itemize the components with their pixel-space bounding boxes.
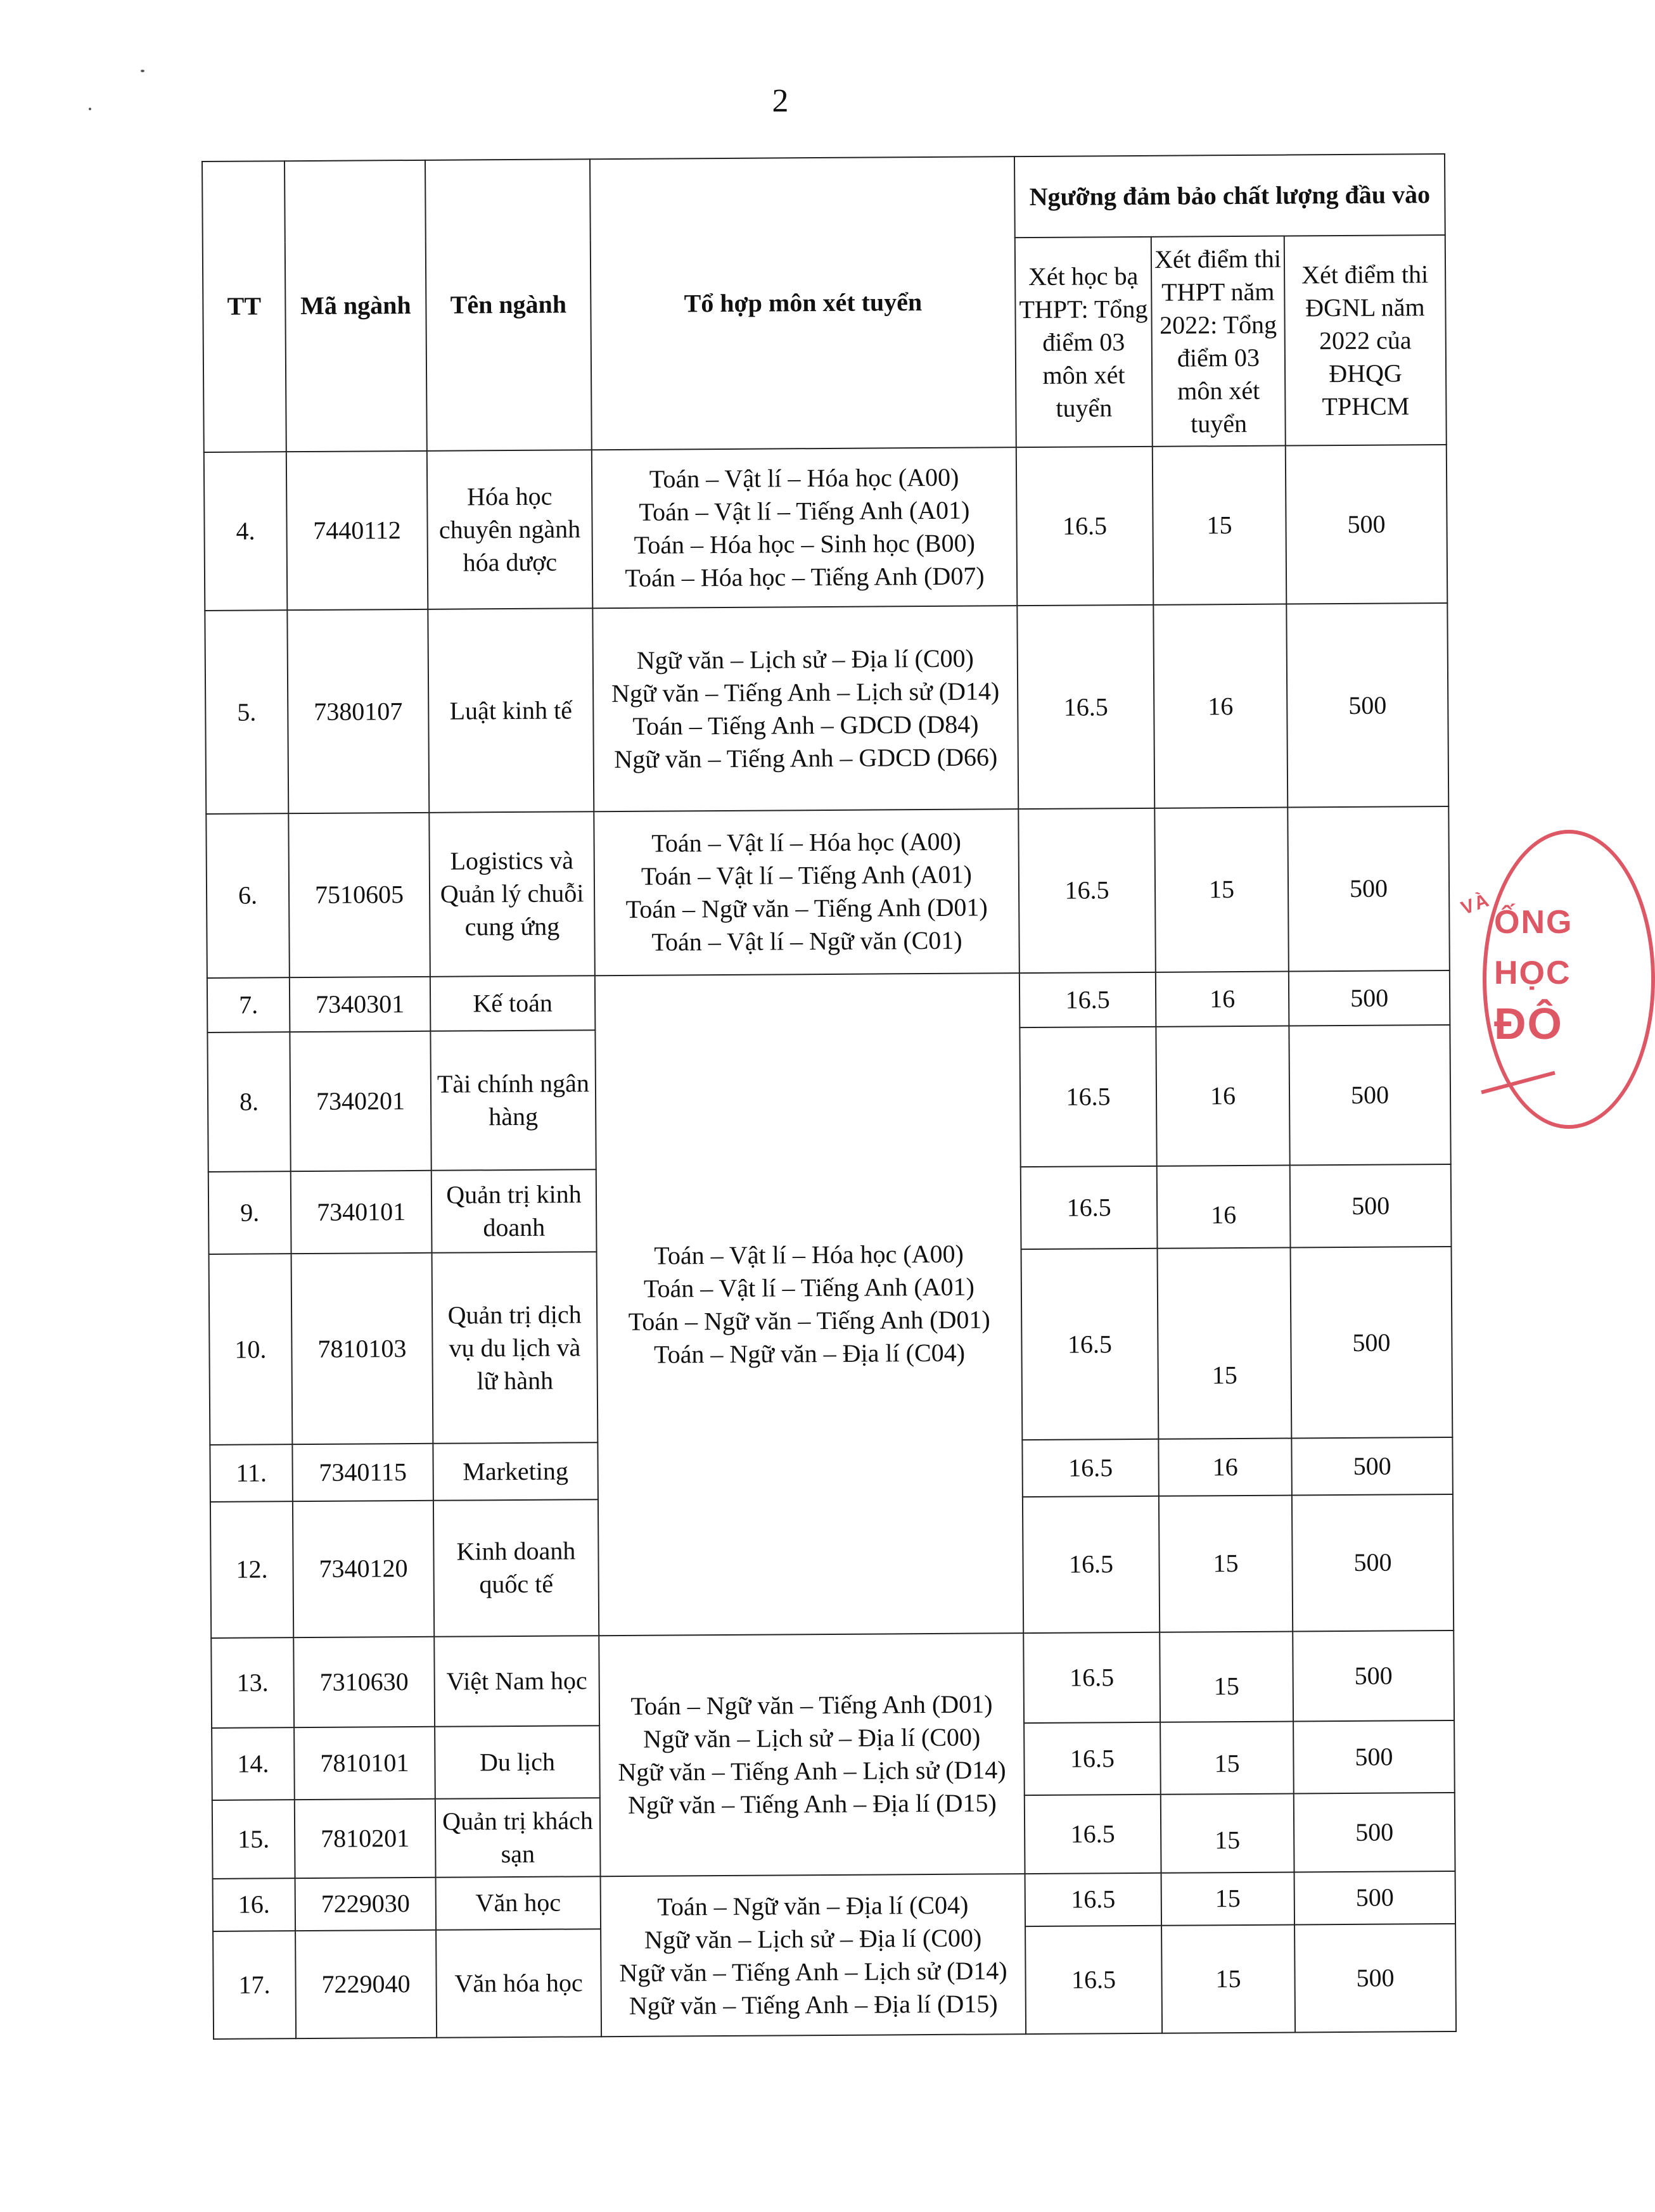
cell-tt: 8. bbox=[207, 1032, 290, 1172]
cell-tt: 16. bbox=[213, 1879, 295, 1931]
cell-dgnl: 500 bbox=[1289, 1025, 1450, 1166]
combo-line: Ngữ văn – Lịch sử – Địa lí (C00) bbox=[644, 1923, 982, 1954]
cell-thpt: 15 bbox=[1161, 1794, 1294, 1874]
cell-dgnl: 500 bbox=[1293, 1630, 1454, 1722]
cell-hoc-ba: 16.5 bbox=[1016, 447, 1154, 606]
col-header-ten-nganh: Tên ngành bbox=[425, 159, 592, 450]
cell-dgnl: 500 bbox=[1286, 603, 1448, 807]
combo-line: Ngữ văn – Lịch sử – Địa lí (C00) bbox=[636, 644, 974, 675]
cell-hoc-ba: 16.5 bbox=[1022, 1439, 1159, 1497]
cell-thpt: 15 bbox=[1153, 445, 1287, 605]
cell-tt: 13. bbox=[211, 1637, 294, 1728]
cell-thpt: 16 bbox=[1153, 604, 1288, 808]
cell-hoc-ba: 16.5 bbox=[1017, 605, 1154, 809]
cell-dgnl: 500 bbox=[1289, 970, 1450, 1026]
cell-name: Kế toán bbox=[430, 976, 596, 1031]
cell-hoc-ba: 16.5 bbox=[1024, 1722, 1161, 1796]
combo-line: Ngữ văn – Tiếng Anh – Lịch sử (D14) bbox=[619, 1955, 1007, 1987]
cell-tt: 14. bbox=[212, 1727, 295, 1800]
cell-code: 7340120 bbox=[293, 1501, 434, 1637]
cell-code: 7340101 bbox=[291, 1171, 432, 1254]
combo-line: Toán – Vật lí – Ngữ văn (C01) bbox=[651, 925, 962, 957]
cell-code: 7340201 bbox=[290, 1031, 431, 1172]
cell-combos bbox=[601, 1874, 1026, 2037]
cell-name: Quản trị khách sạn bbox=[435, 1798, 601, 1878]
combo-line: Toán – Ngữ văn – Tiếng Anh (D01) bbox=[628, 1305, 990, 1336]
combo-line: Toán – Vật lí – Hóa học (A00) bbox=[654, 1239, 964, 1270]
combo-line: Toán – Ngữ văn – Tiếng Anh (D01) bbox=[625, 893, 988, 924]
cell-code: 7380107 bbox=[287, 609, 429, 813]
table-row bbox=[205, 603, 1448, 814]
cell-hoc-ba: 16.5 bbox=[1018, 808, 1156, 973]
combo-line: Toán – Vật lí – Hóa học (A00) bbox=[649, 462, 959, 493]
combo-line: Toán – Ngữ văn – Địa lí (C04) bbox=[657, 1890, 969, 1921]
cell-dgnl: 500 bbox=[1292, 1494, 1454, 1631]
combo-line: Toán – Vật lí – Tiếng Anh (A01) bbox=[643, 1272, 975, 1303]
cell-thpt: 15 bbox=[1160, 1631, 1293, 1722]
cell-name: Tài chính ngân hàng bbox=[430, 1030, 596, 1171]
cell-combos bbox=[599, 1633, 1025, 1877]
col-header-to-hop: Tổ hợp môn xét tuyển bbox=[590, 156, 1016, 450]
cell-name: Luật kinh tế bbox=[428, 609, 594, 813]
cell-dgnl: 500 bbox=[1288, 806, 1450, 971]
cell-combos bbox=[592, 606, 1018, 812]
cell-dgnl: 500 bbox=[1286, 445, 1448, 604]
cell-thpt: 15 bbox=[1159, 1496, 1293, 1632]
combo-line: Ngữ văn – Tiếng Anh – Lịch sử (D14) bbox=[611, 677, 1000, 708]
cell-thpt: 16 bbox=[1157, 1166, 1291, 1249]
combo-line: Ngữ văn – Lịch sử – Địa lí (C00) bbox=[643, 1722, 981, 1753]
cell-tt: 17. bbox=[213, 1931, 296, 2039]
combo-line: Toán – Vật lí – Tiếng Anh (A01) bbox=[641, 860, 973, 891]
cell-code: 7510605 bbox=[288, 813, 430, 977]
combo-line: Toán – Ngữ văn – Tiếng Anh (D01) bbox=[630, 1689, 993, 1720]
cell-code: 7810201 bbox=[295, 1799, 436, 1879]
cell-dgnl: 500 bbox=[1294, 1793, 1455, 1872]
cell-name: Kinh doanh quốc tế bbox=[433, 1499, 599, 1636]
cell-tt: 7. bbox=[207, 977, 290, 1033]
table-row bbox=[211, 1630, 1454, 1728]
col-header-tt: TT bbox=[202, 161, 286, 452]
cell-name: Quản trị dịch vụ du lịch và lữ hành bbox=[432, 1252, 598, 1444]
seal-stroke bbox=[1481, 1071, 1555, 1095]
cell-code: 7310630 bbox=[293, 1636, 435, 1727]
cell-tt: 10. bbox=[209, 1254, 293, 1445]
cell-name: Logistics và Quản lý chuỗi cung ứng bbox=[429, 811, 595, 976]
seal-text: HỌC bbox=[1494, 955, 1571, 991]
cell-code: 7340301 bbox=[290, 976, 431, 1032]
cell-thpt: 16 bbox=[1158, 1439, 1292, 1496]
cell-thpt: 15 bbox=[1154, 808, 1289, 972]
cell-code: 7340115 bbox=[292, 1444, 433, 1502]
cell-hoc-ba: 16.5 bbox=[1023, 1632, 1160, 1723]
cell-dgnl: 500 bbox=[1290, 1164, 1452, 1248]
cell-name: Hóa học chuyên ngành hóa dược bbox=[427, 450, 593, 609]
col-header-thpt: Xét điểm thi THPT năm 2022: Tổng điểm 03 môn xét tuyển bbox=[1151, 236, 1286, 447]
cell-dgnl: 500 bbox=[1291, 1437, 1453, 1496]
cell-tt: 12. bbox=[210, 1501, 293, 1637]
cell-dgnl: 500 bbox=[1294, 1923, 1456, 2032]
table-row bbox=[207, 970, 1450, 1033]
combo-line: Toán – Hóa học – Tiếng Anh (D07) bbox=[625, 561, 985, 593]
cell-code: 7810103 bbox=[291, 1253, 433, 1444]
cell-tt: 11. bbox=[210, 1444, 293, 1502]
seal-text: ỐNG bbox=[1494, 904, 1573, 941]
cell-name: Quản trị kinh doanh bbox=[431, 1169, 597, 1253]
cell-hoc-ba: 16.5 bbox=[1025, 1795, 1161, 1874]
cell-hoc-ba: 16.5 bbox=[1019, 1027, 1156, 1167]
col-header-hoc-ba: Xét học bạ THPT: Tổng điểm 03 môn xét tuyển bbox=[1015, 237, 1153, 447]
cell-tt: 15. bbox=[212, 1800, 295, 1879]
cell-combos bbox=[592, 447, 1018, 609]
cell-thpt: 16 bbox=[1156, 1026, 1289, 1166]
cell-code: 7440112 bbox=[286, 451, 428, 611]
combo-line: Toán – Ngữ văn – Địa lí (C04) bbox=[653, 1338, 966, 1369]
cell-thpt: 15 bbox=[1160, 1721, 1294, 1794]
combo-line: Ngữ văn – Tiếng Anh – Lịch sử (D14) bbox=[618, 1755, 1006, 1787]
table-row bbox=[213, 1871, 1455, 1931]
cell-name: Việt Nam học bbox=[434, 1636, 599, 1727]
cell-dgnl: 500 bbox=[1294, 1871, 1455, 1924]
combo-line: Toán – Vật lí – Hóa học (A00) bbox=[651, 827, 962, 858]
cell-tt: 9. bbox=[208, 1171, 291, 1254]
cell-name: Marketing bbox=[433, 1442, 598, 1501]
cell-code: 7810101 bbox=[294, 1727, 435, 1800]
col-header-ma-nganh: Mã ngành bbox=[284, 160, 427, 452]
cell-hoc-ba: 16.5 bbox=[1023, 1496, 1160, 1633]
cell-tt: 4. bbox=[204, 452, 288, 611]
cell-thpt: 15 bbox=[1161, 1924, 1295, 2033]
table-row bbox=[204, 445, 1447, 611]
cell-hoc-ba: 16.5 bbox=[1021, 1166, 1158, 1250]
cell-tt: 5. bbox=[205, 611, 288, 814]
combo-line: Toán – Tiếng Anh – GDCD (D84) bbox=[632, 709, 979, 741]
combo-line: Ngữ văn – Tiếng Anh – GDCD (D66) bbox=[614, 742, 998, 773]
cell-thpt: 15 bbox=[1161, 1872, 1294, 1925]
red-seal-stamp bbox=[1458, 830, 1655, 1129]
col-header-dgnl: Xét điểm thi ĐGNL năm 2022 của ĐHQG TPHCM bbox=[1284, 235, 1447, 445]
cell-thpt: 16 bbox=[1156, 971, 1289, 1026]
cell-tt: 6. bbox=[206, 813, 290, 977]
admission-threshold-table bbox=[201, 153, 1457, 2040]
cell-code: 7229040 bbox=[295, 1929, 437, 2038]
cell-name: Văn hóa học bbox=[436, 1929, 601, 2038]
seal-text: VÀ bbox=[1458, 889, 1493, 919]
cell-combos bbox=[594, 809, 1019, 976]
cell-combos bbox=[595, 973, 1023, 1636]
cell-hoc-ba: 16.5 bbox=[1025, 1873, 1161, 1926]
cell-hoc-ba: 16.5 bbox=[1021, 1249, 1159, 1440]
combo-line: Toán – Hóa học – Sinh học (B00) bbox=[634, 528, 975, 559]
cell-thpt: 15 bbox=[1158, 1248, 1292, 1439]
cell-name: Văn học bbox=[436, 1877, 601, 1930]
col-header-nguong: Ngưỡng đảm bảo chất lượng đầu vào bbox=[1014, 154, 1445, 238]
cell-dgnl: 500 bbox=[1291, 1247, 1453, 1438]
cell-hoc-ba: 16.5 bbox=[1019, 972, 1156, 1027]
seal-text: ĐÔ bbox=[1494, 999, 1563, 1048]
page-number: 2 bbox=[772, 83, 789, 119]
combo-line: Toán – Vật lí – Tiếng Anh (A01) bbox=[639, 495, 970, 526]
cell-code: 7229030 bbox=[295, 1878, 436, 1931]
combo-line: Ngữ văn – Tiếng Anh – Địa lí (D15) bbox=[627, 1788, 997, 1819]
combo-line: Ngữ văn – Tiếng Anh – Địa lí (D15) bbox=[629, 1989, 998, 2020]
cell-dgnl: 500 bbox=[1293, 1720, 1455, 1794]
scan-speck bbox=[141, 70, 144, 72]
header-row bbox=[202, 154, 1445, 243]
cell-hoc-ba: 16.5 bbox=[1025, 1925, 1162, 2034]
table-row bbox=[206, 806, 1450, 977]
cell-name: Du lịch bbox=[435, 1726, 600, 1799]
